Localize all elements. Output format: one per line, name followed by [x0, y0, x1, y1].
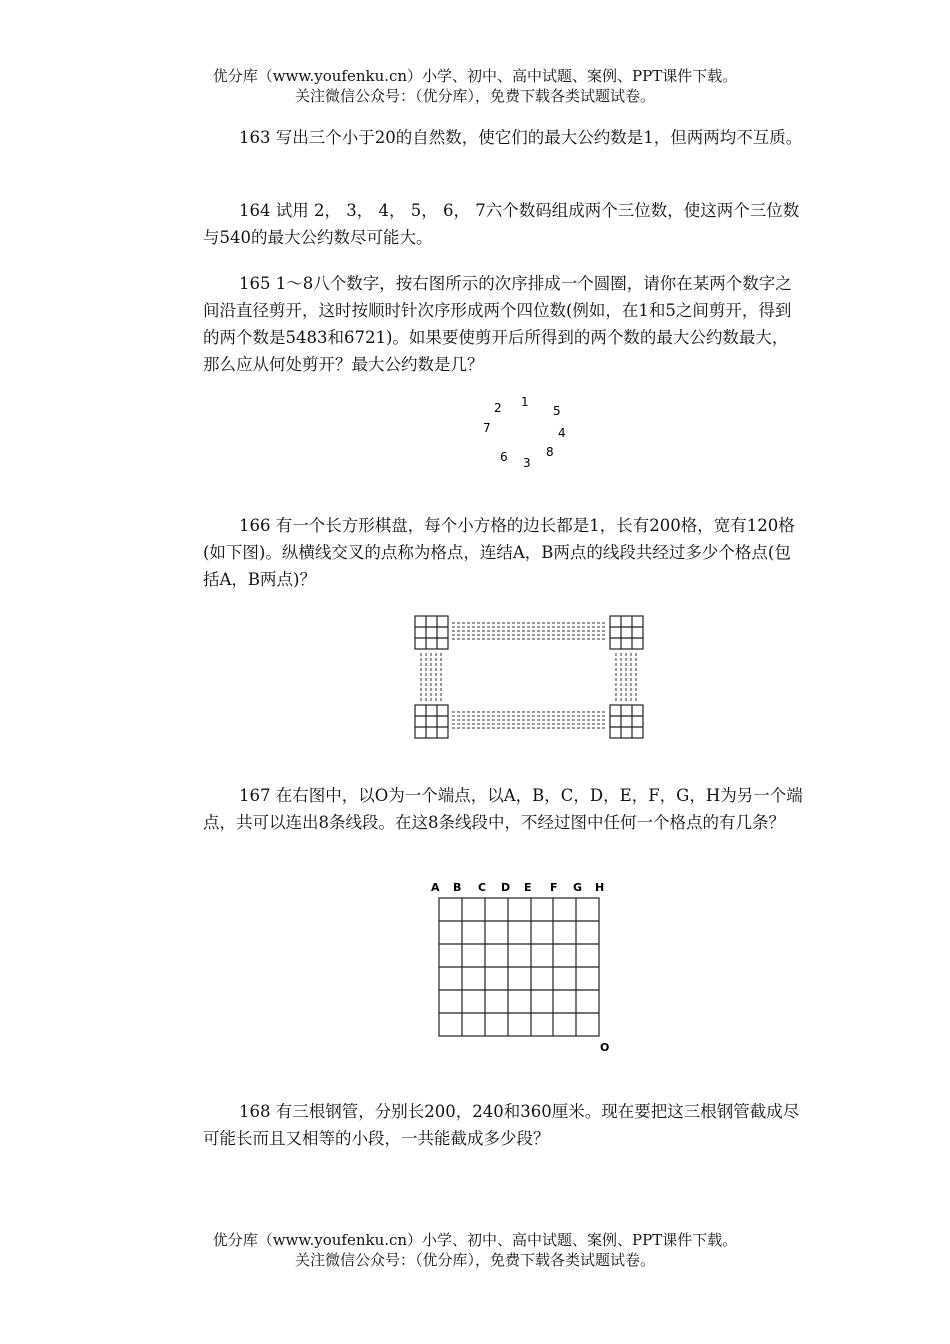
- problem-164: 164 试用 2， 3， 4， 5， 6， 7六个数码组成两个三位数，使这两个三位数与540的最大公约数尽可能大。: [203, 201, 800, 247]
- chessboard-figure: [405, 610, 655, 745]
- page-header: [0, 66, 950, 106]
- circle-digit: 5: [553, 404, 561, 418]
- grid-label: F: [550, 881, 558, 894]
- circle-digit: 3: [523, 456, 531, 470]
- circle-digit: 6: [500, 450, 508, 464]
- grid-lines: [439, 898, 599, 1036]
- footer-line-1: 优分库（www.youfenku.cn）小学、初中、高中试题、案例、PPT课件下载。: [212, 1231, 738, 1249]
- lettered-grid-figure: [425, 878, 615, 1058]
- header-line-2: 关注微信公众号：（优分库），免费下载各类试题试卷。: [294, 87, 655, 105]
- corner-block: [415, 705, 448, 738]
- problem-167: 167 在右图中，以O为一个端点，以A，B，C，D，E，F，G，H为另一个端点，共可以连出8条线段。在这8条线段中，不经过图中任何一个格点的有几条？: [203, 786, 803, 832]
- circle-digit: 4: [558, 426, 566, 440]
- corner-block: [610, 616, 643, 649]
- circle-digit: 1: [521, 395, 529, 409]
- footer-line-2: 关注微信公众号：（优分库），免费下载各类试题试卷。: [294, 1251, 655, 1269]
- grid-label: A: [431, 881, 440, 894]
- grid-label: C: [478, 881, 487, 894]
- circle-digit: 2: [494, 401, 502, 415]
- circle-digit: 7: [483, 421, 491, 435]
- digit-circle-figure: [470, 390, 580, 470]
- problem-163: 163 写出三个小于20的自然数，使它们的最大公约数是1，但两两均不互质。: [239, 128, 803, 147]
- circle-digit: 8: [546, 445, 554, 459]
- grid-corner-label: O: [600, 1041, 610, 1054]
- corner-block: [415, 616, 448, 649]
- grid-label: B: [453, 881, 462, 894]
- problem-166: 166 有一个长方形棋盘，每个小方格的边长都是1，长有200格，宽有120格(如下图)。纵横线交叉的点称为格点，连结A，B两点的线段共经过多少个格点(包括A，B两点)？: [203, 516, 795, 589]
- header-line-1: 优分库（www.youfenku.cn）小学、初中、高中试题、案例、PPT课件下载。: [212, 67, 738, 85]
- grid-label: D: [501, 881, 511, 894]
- grid-label: G: [573, 881, 583, 894]
- problem-168: 168 有三根钢管，分别长200，240和360厘米。现在要把这三根钢管截成尽可能长而且又相等的小段，一共能截成多少段？: [203, 1102, 800, 1148]
- corner-block: [610, 705, 643, 738]
- page-footer: [0, 1230, 950, 1270]
- grid-label: E: [524, 881, 532, 894]
- grid-label: H: [595, 881, 605, 894]
- problem-165: 165 1～8八个数字，按右图所示的次序排成一个圆圈，请你在某两个数字之间沿直径剪开，这时按顺时针次序形成两个四位数(例如，在1和5之间剪开，得到的两个数是5483和6721)。如果要使剪开后所得到的两个数的最大公约数最大，那么应从何处剪开？最大公约数是几？: [203, 274, 792, 374]
